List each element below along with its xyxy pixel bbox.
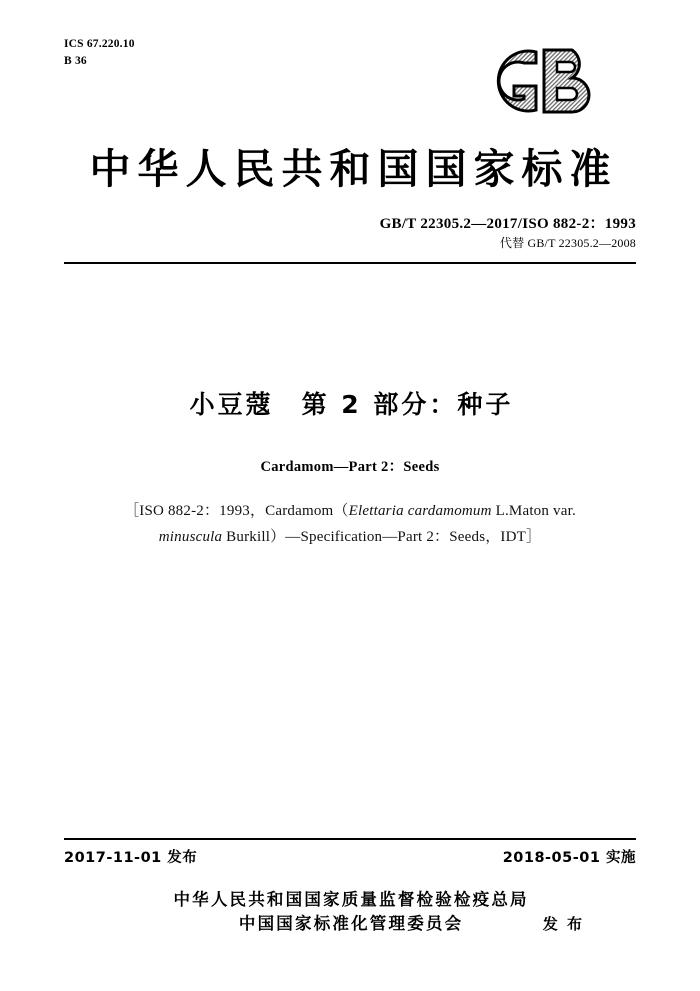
issuing-bodies bbox=[0, 888, 700, 936]
iso-ref-part3: Burkill）—Specification—Part 2：Seeds，IDT］ bbox=[222, 529, 542, 546]
standard-number: GB/T 22305.2—2017/ISO 882-2：1993 bbox=[379, 216, 636, 232]
replaces-standard: 代替 GB/T 22305.2—2008 bbox=[499, 236, 636, 250]
subject-title-en: Cardamom—Part 2：Seeds bbox=[260, 459, 440, 475]
divider-top bbox=[64, 262, 636, 264]
publish-label: 发 布 bbox=[542, 914, 584, 933]
issue-date: 2017-11-01 发布 bbox=[64, 850, 198, 866]
implementation-date: 2018-05-01 实施 bbox=[502, 850, 636, 866]
issuer-line-2: 中国国家标准化管理委员会 bbox=[238, 913, 464, 933]
iso-ref-part2: L.Maton var. bbox=[491, 503, 576, 519]
iso-reference bbox=[96, 498, 604, 551]
divider-bottom bbox=[64, 838, 636, 840]
subject-title-cn: 小豆蔻 第 2 部分：种子 bbox=[189, 390, 514, 419]
gb-logo-icon bbox=[480, 44, 616, 118]
issuer-wrap bbox=[171, 888, 584, 936]
iso-ref-variety: minuscula bbox=[158, 529, 223, 546]
issuer-line-1: 中华人民共和国国家质量监督检验检疫总局 bbox=[173, 890, 529, 909]
iso-ref-species-genus: Elettaria cardamomum bbox=[348, 503, 492, 519]
page-title: 中华人民共和国国家标准 bbox=[89, 145, 618, 193]
iso-ref-part1: ［ISO 882-2：1993，Cardamom（ bbox=[124, 503, 349, 519]
ics-code: ICS 67.220.10 bbox=[64, 38, 135, 50]
ics-block bbox=[64, 36, 135, 69]
classification-code: B 36 bbox=[64, 54, 87, 67]
